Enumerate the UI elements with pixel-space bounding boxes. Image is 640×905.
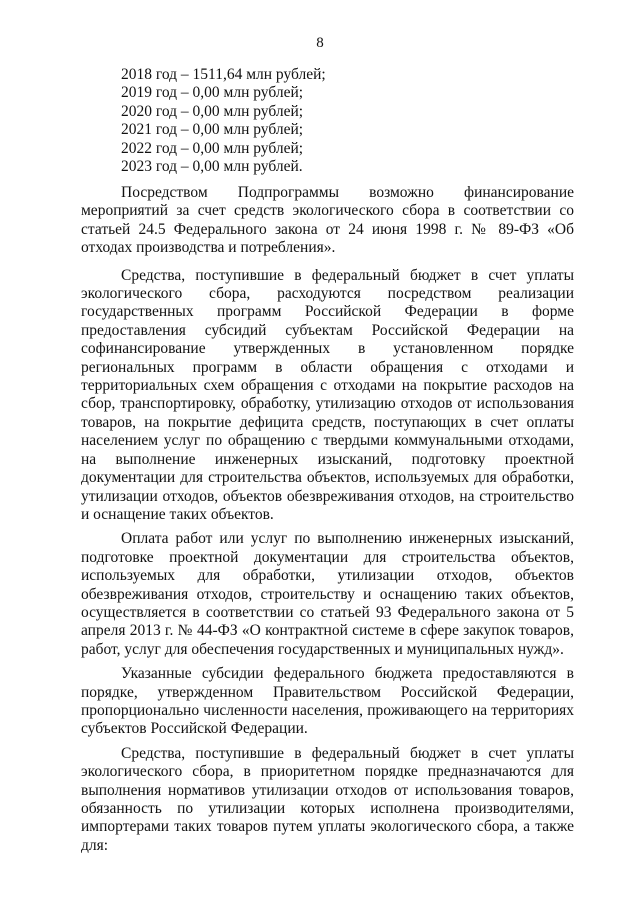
- paragraph-payment-for-works: Оплата работ или услуг по выполнению инженерных изысканий, подготовке проектной документации для строительства объектов, используемых для обработки, утилизации отходов, объектов обезвреживания отходов, строительству и оснащению таких объектов, осуществляется в соответствии со статьей 93 Федерального закона от 5 апреля 2013 г. № 44-ФЗ «О контрактной системе в сфере закупок товаров, работ, услуг для обеспечения государственных и муниципальных нужд».: [81, 530, 574, 658]
- funding-years-list: [121, 66, 326, 176]
- paragraph-priority-use: Средства, поступившие в федеральный бюджет в счет уплаты экологического сбора, в приоритетном порядке предназначаются для выполнения нормативов утилизации отходов от использования товаров, обязанность по утилизации которых исполнена производителями, импортерами таких товаров путем уплаты экологического сбора, а также для:: [81, 744, 574, 854]
- funding-year-2019: 2019 год – 0,00 млн рублей;: [121, 84, 304, 102]
- paragraph-subsidies-procedure: Указанные субсидии федерального бюджета предоставляются в порядке, утвержденном Правительством Российской Федерации, пропорционально численности населения, проживающего на территориях субъектов Российской Федерации.: [81, 665, 574, 738]
- funding-year-2020: 2020 год – 0,00 млн рублей;: [121, 102, 304, 120]
- funding-year-2018: 2018 год – 1511,64 млн рублей;: [121, 66, 326, 83]
- funding-year-2021: 2021 год – 0,00 млн рублей;: [121, 121, 304, 139]
- funding-year-2022: 2022 год – 0,00 млн рублей;: [121, 139, 304, 157]
- document-body: [81, 184, 574, 861]
- paragraph-ecological-fee-financing: Посредством Подпрограммы возможно финансирование мероприятий за счет средств экологического сбора в соответствии со статьей 24.5 Федерального закона от 24 июня 1998 г. № 89-ФЗ «Об отходах производства и потребления».: [81, 184, 574, 257]
- funding-year-2023: 2023 год – 0,00 млн рублей.: [121, 158, 303, 176]
- page-number: 8: [316, 35, 324, 51]
- paragraph-funds-spending: Средства, поступившие в федеральный бюджет в счет уплаты экологического сбора, расходуются посредством реализации государственных программ Российской Федерации в форме предоставления субсидий субъектам Российской Федерации на софинансирование утвержденных в установленном порядке региональных программ в области обращения с отходами и территориальных схем обращения с отходами на покрытие расходов на сбор, транспортировку, обработку, утилизацию отходов от использования товаров, на покрытие дефицита средств, поступающих в счет оплаты населением услуг по обращению с твердыми коммунальными отходами, на выполнение инженерных изысканий, подготовку проектной документации для строительства объектов, используемых для обработки, утилизации отходов, объектов обезвреживания отходов, на строительство и оснащение таких объектов.: [81, 266, 574, 523]
